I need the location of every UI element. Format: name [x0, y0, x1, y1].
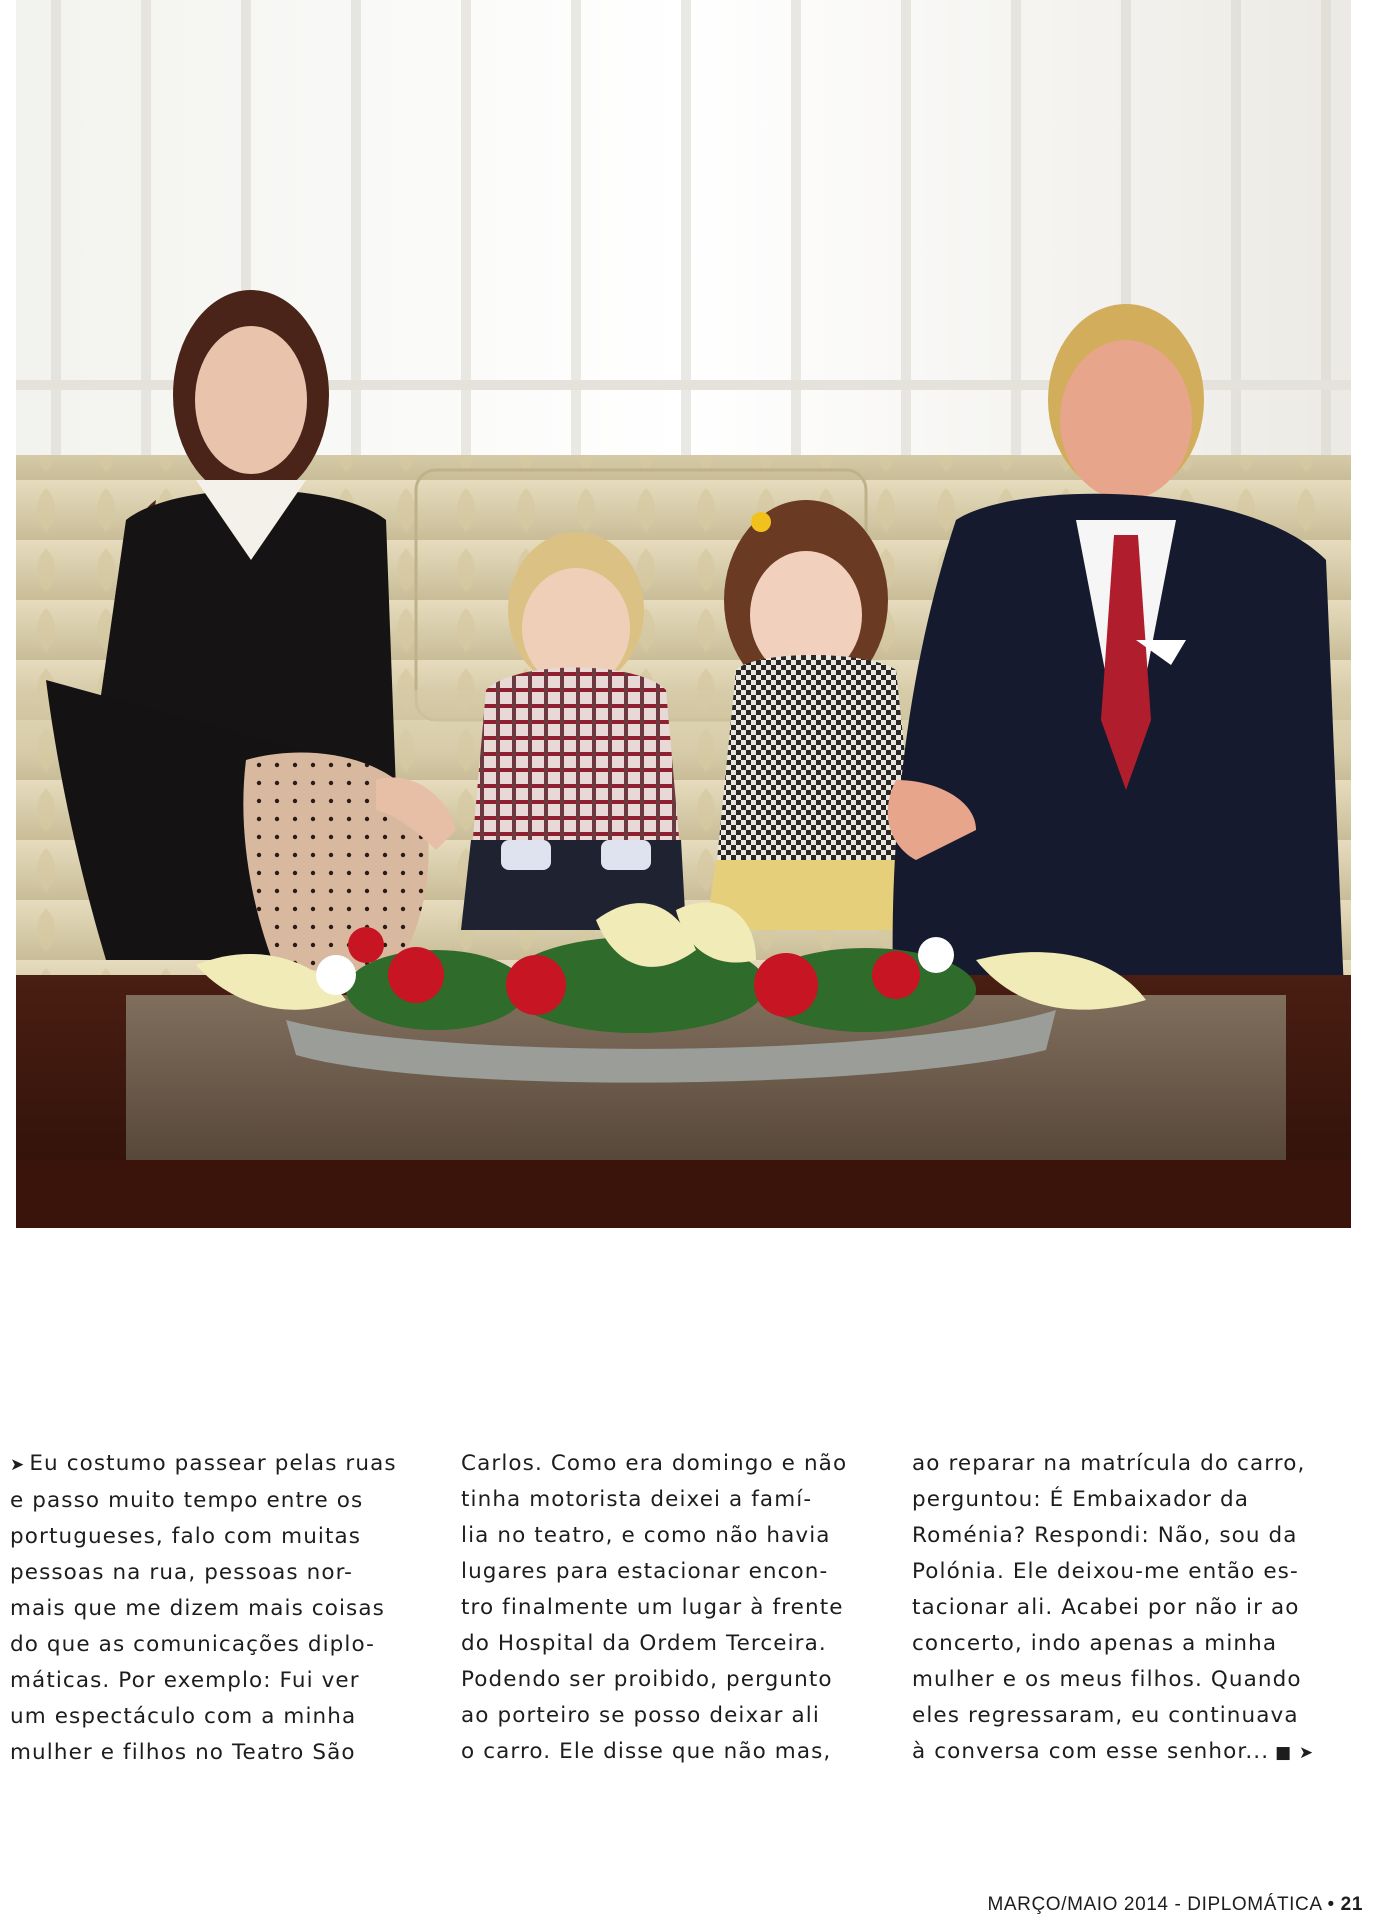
article-body — [10, 1446, 1345, 1776]
footer-issue: MARÇO/MAIO 2014 - DIPLOMÁTICA — [987, 1894, 1322, 1915]
article-column-1 — [10, 1446, 440, 1771]
article-line: um espectáculo com a minha — [10, 1704, 357, 1729]
article-line: tinha motorista deixei a famí- — [461, 1487, 813, 1512]
article-line: lia no teatro, e como não havia — [461, 1523, 831, 1548]
article-line: perguntou: É Embaixador da — [912, 1487, 1250, 1512]
article-line: mulher e os meus filhos. Quando — [912, 1667, 1302, 1692]
article-line: Roménia? Respondi: Não, sou da — [912, 1523, 1298, 1548]
article-line: ➤ Eu costumo passear pelas ruas — [10, 1451, 397, 1476]
article-line: máticas. Por exemplo: Fui ver — [10, 1668, 360, 1693]
square-end-icon: ■ — [1275, 1743, 1293, 1763]
article-line: mais que me dizem mais coisas — [10, 1596, 385, 1621]
article-line: do Hospital da Ordem Terceira. — [461, 1631, 827, 1656]
article-line: Carlos. Como era domingo e não — [461, 1451, 848, 1476]
footer-separator: • — [1327, 1894, 1335, 1915]
page-number: 21 — [1340, 1894, 1363, 1915]
article-line: eles regressaram, eu continuava — [912, 1703, 1299, 1728]
article-line: do que as comunicações diplo- — [10, 1632, 376, 1657]
article-line: Podendo ser proibido, pergunto — [461, 1667, 833, 1692]
article-column-3 — [912, 1446, 1342, 1771]
family-photo — [16, 0, 1351, 1228]
article-line: Polónia. Ele deixou-me então es- — [912, 1559, 1299, 1584]
article-line: ao porteiro se posso deixar ali — [461, 1703, 820, 1728]
article-line: mulher e filhos no Teatro São — [10, 1740, 356, 1765]
article-line: lugares para estacionar encon- — [461, 1559, 829, 1584]
article-line: o carro. Ele disse que não mas, — [461, 1739, 832, 1764]
article-line: concerto, indo apenas a minha — [912, 1631, 1278, 1656]
arrow-right-icon: ➤ — [10, 1455, 26, 1475]
arrow-right-icon: ➤ — [1292, 1743, 1315, 1763]
article-line: ao reparar na matrícula do carro, — [912, 1451, 1306, 1476]
article-line: portugueses, falo com muitas — [10, 1524, 362, 1549]
page-footer — [987, 1894, 1363, 1916]
article-line: à conversa com esse senhor... ■ ➤ — [912, 1739, 1315, 1764]
article-line: tro finalmente um lugar à frente — [461, 1595, 844, 1620]
article-line: tacionar ali. Acabei por não ir ao — [912, 1595, 1300, 1620]
article-line: e passo muito tempo entre os — [10, 1488, 364, 1513]
article-line: pessoas na rua, pessoas nor- — [10, 1560, 354, 1585]
photo-illustration — [16, 0, 1351, 1228]
article-column-2 — [461, 1446, 891, 1770]
